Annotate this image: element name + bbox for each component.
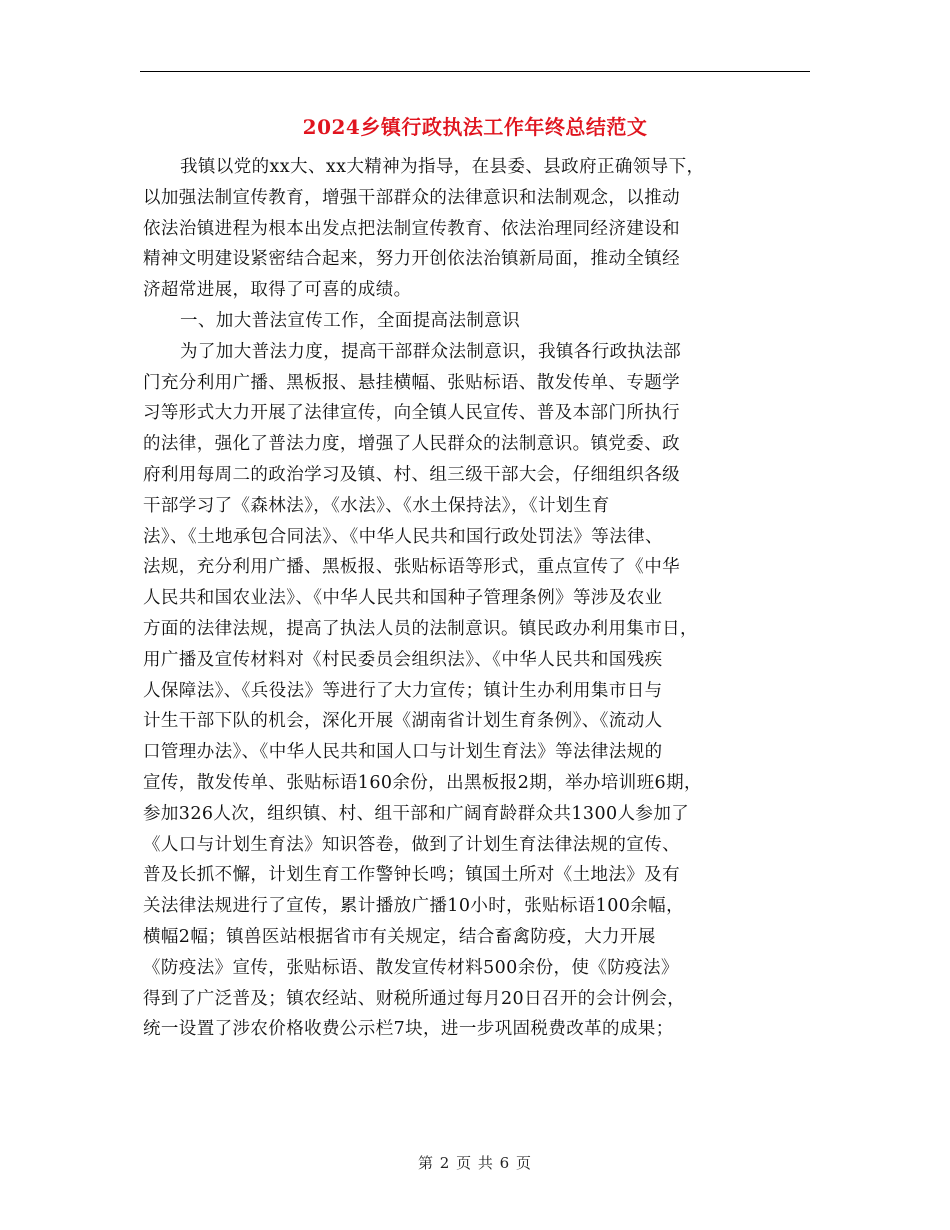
paragraph-line: 习等形式大力开展了法律宣传，向全镇人民宣传、普及本部门所执行: [143, 403, 680, 424]
document-body: [143, 152, 823, 1045]
paragraph-line: 济超常进展，取得了可喜的成绩。: [143, 280, 412, 301]
paragraph-line: 横幅2幅；镇兽医站根据省市有关规定，结合畜禽防疫，大力开展: [143, 926, 656, 947]
paragraph-line: 用广播及宣传材料对《村民委员会组织法》、《中华人民共和国残疾: [143, 649, 663, 670]
paragraph-line: 人保障法》、《兵役法》等进行了大力宣传；镇计生办利用集市日与: [143, 680, 663, 701]
paragraph-line: 宣传，散发传单、张贴标语160余份，出黑板报2期，举办培训班6期，: [143, 772, 702, 793]
paragraph-line: 普及长抓不懈，计划生育工作警钟长鸣；镇国土所对《土地法》及有: [143, 865, 680, 886]
paragraph-line: 统一设置了涉农价格收费公示栏7块，进一步巩固税费改革的成果；: [143, 1019, 674, 1040]
paragraph-line: 人民共和国农业法》、《中华人民共和国种子管理条例》等涉及农业: [143, 588, 663, 609]
paragraph-line: 《人口与计划生育法》知识答卷，做到了计划生育法律法规的宣传、: [143, 834, 680, 855]
paragraph-line: 我镇以党的xx大、xx大精神为指导，在县委、县政府正确领导下，: [180, 157, 705, 177]
paragraph-line: 关法律法规进行了宣传，累计播放广播10小时，张贴标语100余幅，: [143, 896, 684, 917]
paragraph-line: 参加326人次，组织镇、村、组干部和广阔育龄群众共1300人参加了: [143, 803, 690, 824]
paragraph-line: 计生干部下队的机会，深化开展《湖南省计划生育条例》、《流动人: [143, 711, 663, 732]
paragraph-line: 依法治镇进程为根本出发点把法制宣传教育、依法治理同经济建设和: [143, 218, 680, 239]
paragraph-line: 《防疫法》宣传，张贴标语、散发宣传材料500余份，使《防疫法》: [143, 957, 679, 978]
paragraph-line: 法规，充分利用广播、黑板报、张贴标语等形式，重点宣传了《中华: [143, 557, 680, 578]
paragraph-line: 干部学习了《森林法》，《水法》、《水土保持法》，《计划生育: [143, 495, 610, 516]
section-heading: 一、加大普法宣传工作，全面提高法制意识: [180, 310, 521, 331]
paragraph-line: 法》、《土地承包合同法》、《中华人民共和国行政处罚法》等法律、: [143, 526, 663, 547]
page-number: 第 2 页 共 6 页: [418, 1154, 532, 1172]
paragraph-line: 精神文明建设紧密结合起来，努力开创依法治镇新局面，推动全镇经: [143, 249, 680, 270]
paragraph-line: 口管理办法》、《中华人民共和国人口与计划生育法》等法律法规的: [143, 742, 663, 763]
header-rule: [140, 71, 810, 72]
paragraph-line: 门充分利用广播、黑板报、悬挂横幅、张贴标语、散发传单、专题学: [143, 372, 680, 393]
paragraph-line: 为了加大普法力度，提高干部群众法制意识，我镇各行政执法部: [180, 341, 682, 362]
paragraph-line: 方面的法律法规，提高了执法人员的法制意识。镇民政办利用集市日，: [143, 618, 698, 639]
paragraph-line: 以加强法制宣传教育，增强干部群众的法律意识和法制观念，以推动: [143, 187, 680, 208]
document-title: 2024乡镇行政执法工作年终总结范文: [302, 115, 648, 139]
paragraph-line: 的法律，强化了普法力度，增强了人民群众的法制意识。镇党委、政: [143, 434, 680, 455]
paragraph-line: 得到了广泛普及；镇农经站、财税所通过每月20日召开的会计例会，: [143, 988, 686, 1009]
paragraph-line: 府利用每周二的政治学习及镇、村、组三级干部大会，仔细组织各级: [143, 464, 680, 485]
